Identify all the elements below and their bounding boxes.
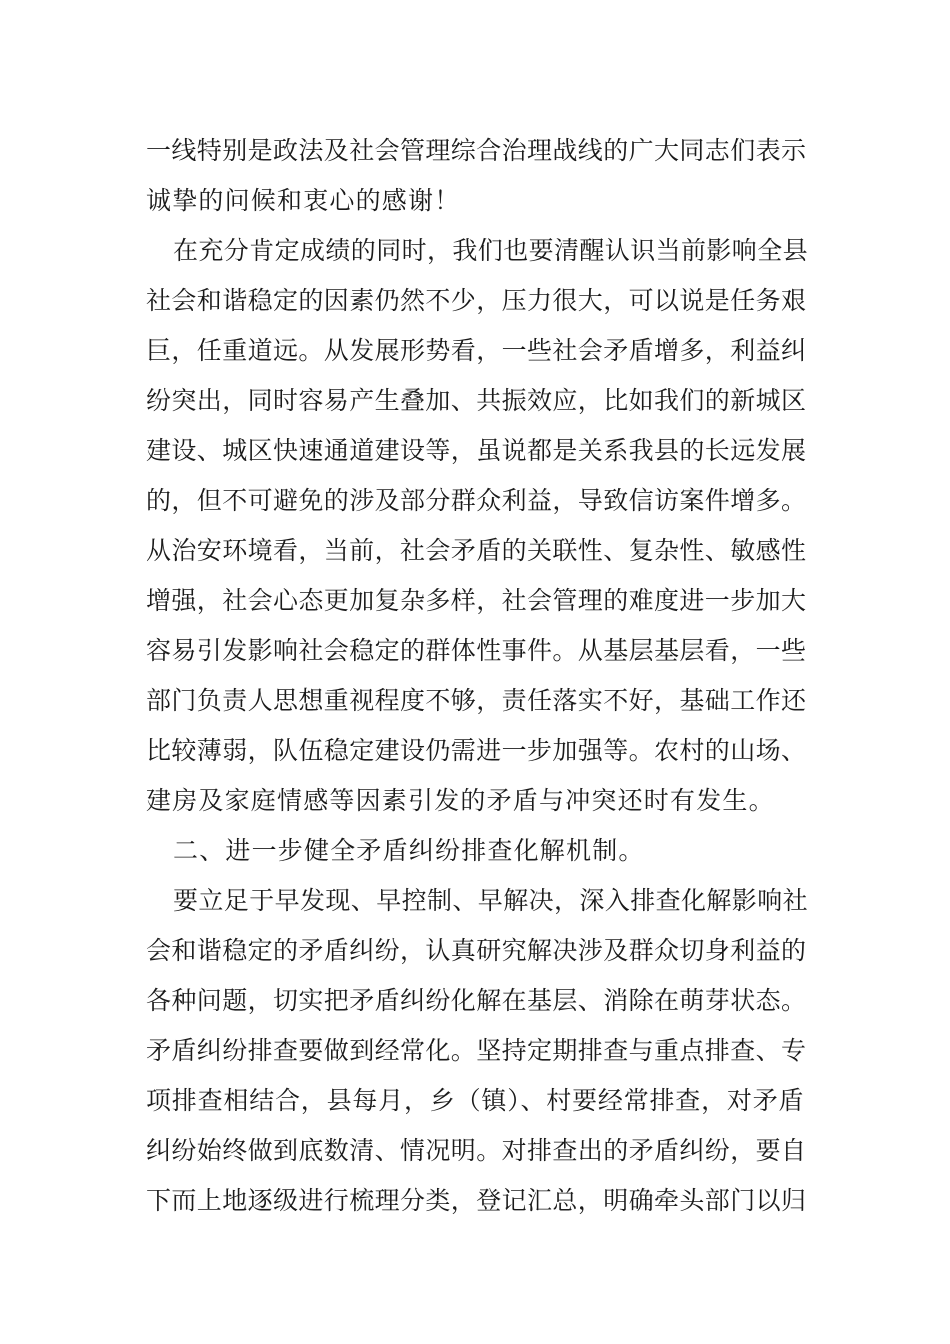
text-line: 项排查相结合，县每月，乡（镇）、村要经常排查，对矛盾 xyxy=(146,1086,805,1115)
text-line: 部门负责人思想重视程度不够，责任落实不好，基础工作还 xyxy=(146,686,807,715)
text-line: 纷突出，同时容易产生叠加、共振效应，比如我们的新城区 xyxy=(146,386,807,415)
text-line: 从治安环境看，当前，社会矛盾的关联性、复杂性、敏感性 xyxy=(146,536,807,565)
text-line: 建设、城区快速通道建设等，虽说都是关系我县的长远发展 xyxy=(146,436,807,465)
text-line: 比较薄弱，队伍稳定建设仍需进一步加强等。农村的山场、 xyxy=(146,736,807,765)
text-line: 下而上地逐级进行梳理分类，登记汇总，明确牵头部门以归 xyxy=(146,1186,807,1215)
text-line: 各种问题，切实把矛盾纠纷化解在基层、消除在萌芽状态。 xyxy=(146,986,807,1015)
body-text xyxy=(146,126,808,1226)
text-line-paragraph-start: 在充分肯定成绩的同时，我们也要清醒认识当前影响全县 xyxy=(173,236,808,265)
text-line: 容易引发影响社会稳定的群体性事件。从基层基层看，一些 xyxy=(146,636,807,665)
text-line: 社会和谐稳定的因素仍然不少，压力很大，可以说是任务艰 xyxy=(146,286,807,315)
text-line: 一线特别是政法及社会管理综合治理战线的广大同志们表示 xyxy=(146,136,807,165)
text-line: 纠纷始终做到底数清、情况明。对排查出的矛盾纠纷，要自 xyxy=(146,1136,807,1165)
text-line: 诚挚的问候和衷心的感谢！ xyxy=(146,186,461,215)
section-heading: 二、进一步健全矛盾纠纷排查化解机制。 xyxy=(173,836,645,865)
text-line: 巨，任重道远。从发展形势看，一些社会矛盾增多，利益纠 xyxy=(146,336,807,365)
text-line: 增强，社会心态更加复杂多样，社会管理的难度进一步加大 xyxy=(146,586,807,615)
text-line: 建房及家庭情感等因素引发的矛盾与冲突还时有发生。 xyxy=(146,786,775,815)
text-line-paragraph-start: 要立足于早发现、早控制、早解决，深入排查化解影响社 xyxy=(173,886,808,915)
text-line: 的，但不可避免的涉及部分群众利益，导致信访案件增多。 xyxy=(146,486,807,515)
text-line: 矛盾纠纷排查要做到经常化。坚持定期排查与重点排查、专 xyxy=(146,1036,807,1065)
text-line: 会和谐稳定的矛盾纠纷，认真研究解决涉及群众切身利益的 xyxy=(146,936,807,965)
